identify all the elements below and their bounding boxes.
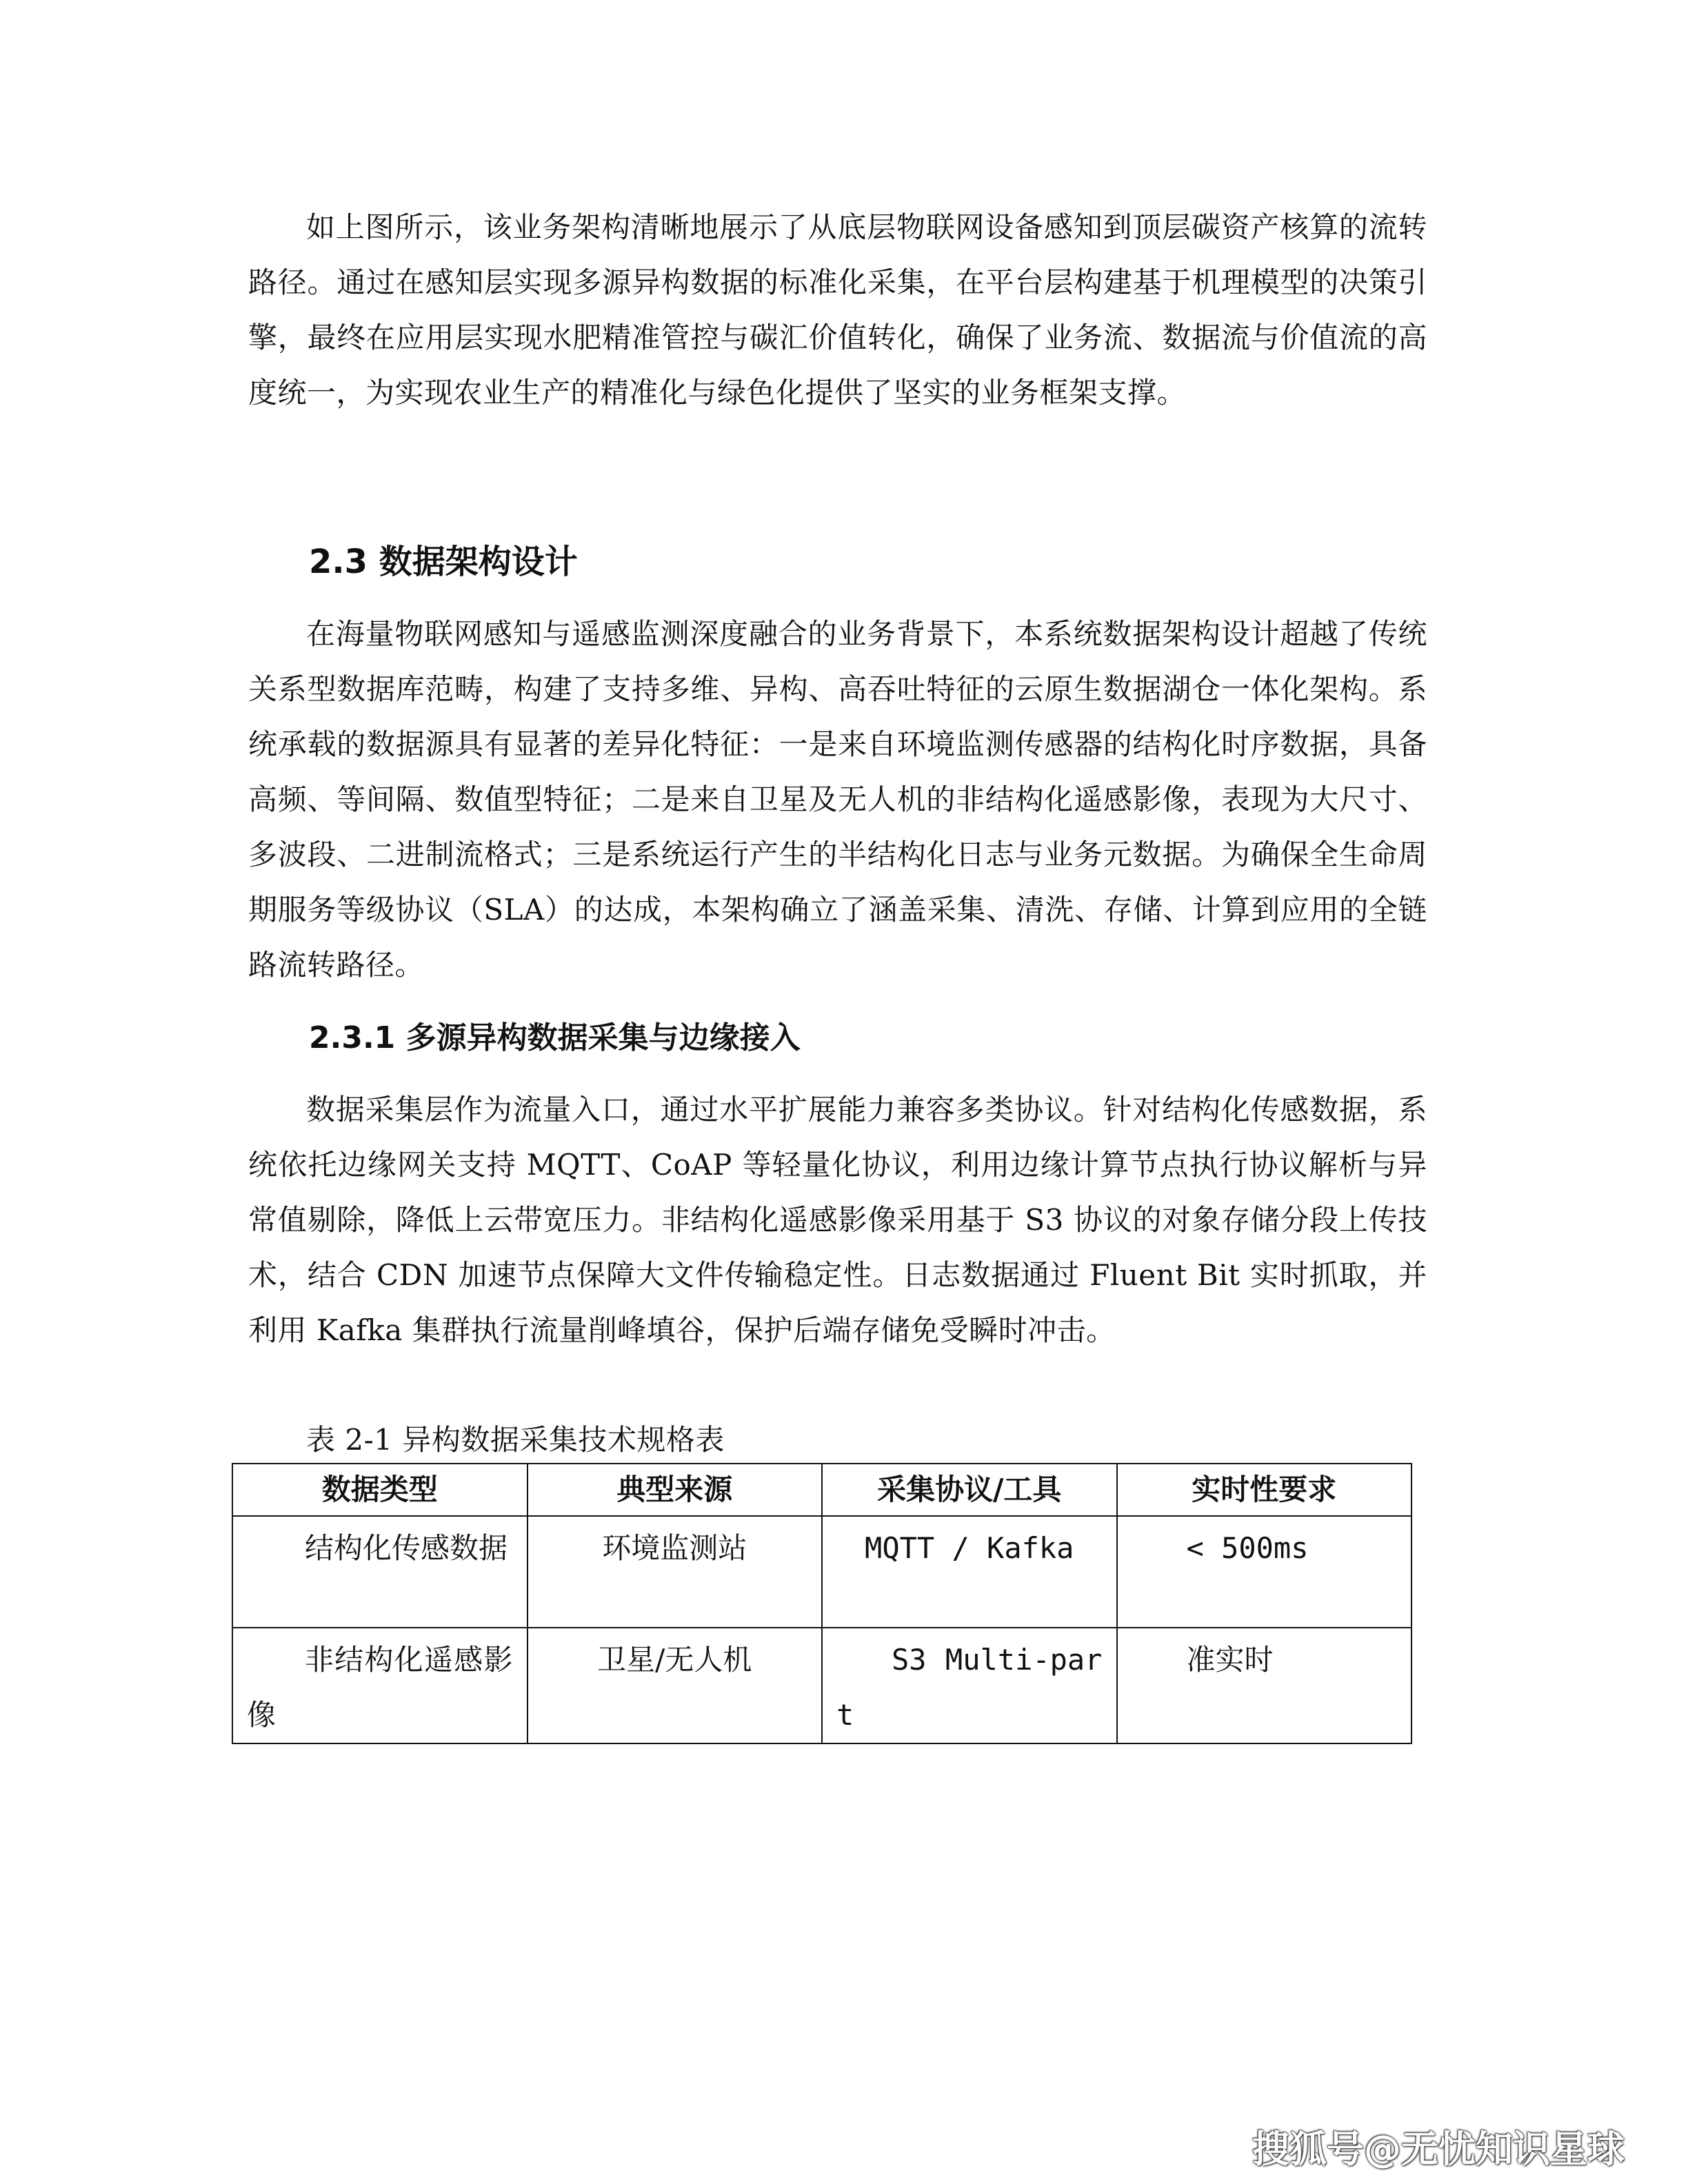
table-cell [822,1516,1117,1628]
watermark: 搜狐号@无忧知识星球 [1252,2127,1625,2171]
table-row [232,1516,1411,1628]
subsection-heading: 2.3.1 多源异构数据采集与边缘接入 [309,1020,801,1055]
cell-text: 环境监测站 [602,1531,747,1565]
header-source: 典型来源 [528,1464,823,1516]
architecture-paragraph: 在海量物联网感知与遥感监测深度融合的业务背景下，本系统数据架构设计超越了传统关系型数据库范畴，构建了支持多维、异构、高吞吐特征的云原生数据湖仓一体化架构。系统承载的数据源具有显著的差异化特征：一是来自环境监测传感器的结构化时序数据，具备高频、等间隔、数值型特征；二是来自卫星及无人机的非结构化遥感影像，表现为大尺寸、多波段、二进制流格式；三是系统运行产生的半结构化日志与业务元数据。为确保全生命周期服务等级协议（SLA）的达成，本架构确立了涵盖采集、清洗、存储、计算到应用的全链路流转路径。 [248,617,1427,982]
table-cell [232,1628,528,1743]
cell-text: 准实时 [1186,1643,1274,1677]
cell-text: 卫星/无人机 [597,1643,752,1677]
table-cell [1117,1628,1412,1743]
cell-text: 非结构化遥感影像 [247,1643,513,1732]
cell-text: MQTT / Kafka [865,1531,1074,1565]
table-cell [1117,1516,1412,1628]
table-cell [232,1516,528,1628]
table-cell [528,1516,823,1628]
table-cell [528,1628,823,1743]
table-cell [822,1628,1117,1743]
table-header-row [232,1464,1411,1516]
table-row [232,1628,1411,1743]
spec-table [232,1463,1412,1744]
section-heading: 2.3 数据架构设计 [309,543,578,581]
cell-text: < 500ms [1186,1531,1309,1565]
cell-text: S3 Multi-part [836,1643,1103,1732]
intro-paragraph: 如上图所示，该业务架构清晰地展示了从底层物联网设备感知到顶层碳资产核算的流转路径。通过在感知层实现多源异构数据的标准化采集，在平台层构建基于机理模型的决策引擎，最终在应用层实现水肥精准管控与碳汇价值转化，确保了业务流、数据流与价值流的高度统一，为实现农业生产的精准化与绿色化提供了坚实的业务框架支撑。 [248,210,1427,410]
collection-paragraph: 数据采集层作为流量入口，通过水平扩展能力兼容多类协议。针对结构化传感数据，系统依托边缘网关支持 MQTT、CoAP 等轻量化协议，利用边缘计算节点执行协议解析与异常值剔除，降低上云带宽压力。非结构化遥感影像采用基于 S3 协议的对象存储分段上传技术，结合 CDN 加速节点保障大文件传输稳定性。日志数据通过 Fluent Bit 实时抓取，并利用 Kafka 集群执行流量削峰填谷，保护后端存储免受瞬时冲击。 [248,1093,1427,1347]
header-realtime: 实时性要求 [1117,1464,1412,1516]
table-caption: 表 2-1 异构数据采集技术规格表 [306,1423,725,1457]
cell-text: 结构化传感数据 [305,1531,508,1565]
header-data-type: 数据类型 [232,1464,528,1516]
header-protocol: 采集协议/工具 [822,1464,1117,1516]
